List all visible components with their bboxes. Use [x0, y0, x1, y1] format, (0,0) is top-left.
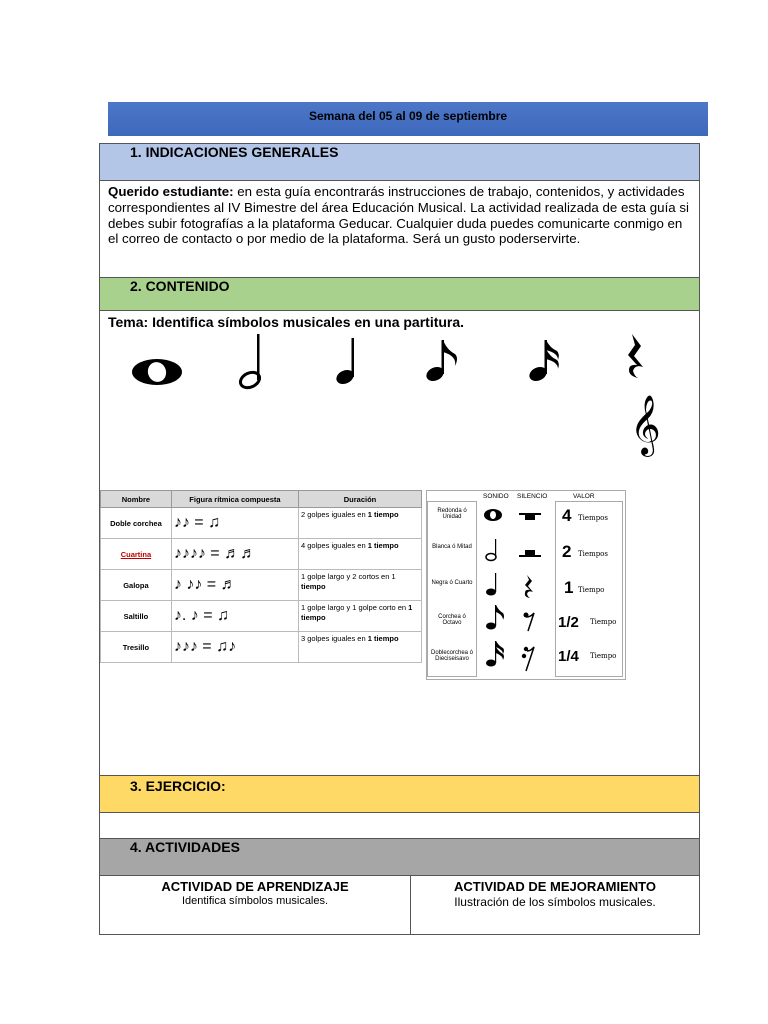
names-column [427, 501, 477, 677]
table-row [101, 508, 422, 539]
learning-activity-text: Identifica símbolos musicales. [181, 895, 329, 907]
half-note-icon [486, 539, 496, 561]
guide-document [99, 143, 700, 935]
section4-title: 4. ACTIVIDADES [130, 839, 240, 855]
rhythm-name: Doble corchea [101, 508, 172, 539]
col-header-name: Nombre [101, 491, 172, 508]
section3-header [100, 775, 699, 813]
quarter-rest-icon [525, 575, 533, 598]
improvement-activity-cell [411, 876, 699, 934]
week-banner: Semana del 05 al 09 de septiembre [108, 102, 708, 136]
value-unit: Tiempos [578, 514, 608, 522]
table-row [101, 539, 422, 570]
half-rest-icon [519, 550, 541, 557]
intro-text: en esta guía encontrarás instrucciones de trabajo, contenidos, y actividades correspondientes al IV Bimestre del área Educación Musical. La actividad realizada de esta guía si debes subir fotografías a la plataforma Geducar. Cualquier duda puedes comunicarte conmigo en el correo de contacto o por medio de la plataforma. Será un gusto poderservirte. [108, 184, 689, 247]
rhythm-name: Cuartina [101, 539, 172, 570]
sound-header: SONIDO [483, 493, 509, 500]
activities-table [100, 876, 699, 934]
value-header: VALOR [573, 493, 595, 500]
learning-activity-title: ACTIVIDAD DE APRENDIZAJE [161, 879, 349, 894]
rhythm-name: Saltillo [101, 601, 172, 632]
eighth-note-icon [486, 605, 504, 630]
table-row [101, 632, 422, 663]
rhythm-figure: ♪♪ = ♫ [171, 508, 298, 539]
quarter-rest-icon [628, 334, 643, 378]
sixteenth-note-icon [527, 340, 559, 384]
value-unit: Tiempos [578, 550, 608, 558]
learning-activity-cell [100, 876, 411, 934]
col-header-figure: Figura rítmica compuesta [171, 491, 298, 508]
rhythm-figure: ♪. ♪ = ♫ [171, 601, 298, 632]
value-number: 4 [562, 506, 572, 525]
rhythm-figure: ♪♪♪ = ♫♪ [171, 632, 298, 663]
rhythm-duration: 1 golpe largo y 2 cortos en 1 tiempo [299, 570, 422, 601]
intro-paragraph [100, 181, 699, 278]
exercise-blank-row [100, 813, 699, 839]
table-row [101, 601, 422, 632]
section1-header [100, 144, 699, 181]
value-row-name: Corchea ó Octavo [438, 614, 466, 626]
col-header-duration: Duración [299, 491, 422, 508]
value-number: 1 [564, 578, 574, 597]
rhythm-name: Galopa [101, 570, 172, 601]
rhythm-duration: 1 golpe largo y 1 golpe corto en 1 tiempo [299, 601, 422, 632]
whole-note-icon [484, 509, 502, 521]
section4-header [100, 839, 699, 876]
table-row [101, 570, 422, 601]
value-row-name: Negra ó Cuarto [431, 580, 473, 586]
rest-header: SILENCIO [517, 493, 548, 500]
sixteenth-rest-icon [522, 647, 534, 671]
rhythm-duration: 4 golpes iguales en 1 tiempo [299, 539, 422, 570]
sixteenth-note-icon [486, 641, 504, 667]
eighth-note-icon [424, 340, 457, 384]
improvement-activity-text: Ilustración de los símbolos musicales. [454, 895, 656, 909]
value-row-name: Doblecorchea ó Dieciseisavo [430, 650, 474, 662]
quarter-note-icon [486, 573, 496, 596]
value-unit: Tiempo [590, 652, 617, 660]
value-number: 1/2 [558, 614, 579, 631]
whole-note-icon [132, 359, 182, 385]
eighth-rest-icon [524, 613, 535, 632]
rhythm-figures-table [100, 490, 422, 663]
treble-clef-icon [630, 395, 661, 457]
rhythm-duration: 3 golpes iguales en 1 tiempo [299, 632, 422, 663]
sound-rest-symbols [479, 501, 553, 677]
section3-title: 3. EJERCICIO: [130, 778, 226, 794]
svg-text:𝄞: 𝄞 [630, 395, 661, 455]
section1-title: 1. INDICACIONES GENERALES [130, 144, 339, 160]
rhythm-figure: ♪♪♪♪ = ♬♬ [171, 539, 298, 570]
improvement-activity-title: ACTIVIDAD DE MEJORAMIENTO [454, 879, 656, 894]
values-column [555, 501, 623, 677]
value-number: 2 [562, 542, 572, 561]
note-figures-illustration [100, 334, 699, 464]
value-unit: Tiempo [578, 586, 605, 594]
rhythm-duration: 2 golpes iguales en 1 tiempo [299, 508, 422, 539]
section2-title: 2. CONTENIDO [130, 278, 230, 294]
topic-title: Tema: Identifica símbolos musicales en una partitura. [108, 314, 465, 330]
value-unit: Tiempo [590, 618, 617, 626]
whole-rest-icon [519, 513, 541, 520]
quarter-note-icon [334, 338, 356, 387]
value-row-name: Redonda ó Unidad [437, 508, 467, 520]
section2-header [100, 278, 699, 311]
value-row-name: Blanca ó Mitad [432, 544, 472, 550]
rhythm-figure: ♪ ♪♪ = ♬ [171, 570, 298, 601]
value-number: 1/4 [558, 648, 579, 665]
rhythm-name: Tresillo [101, 632, 172, 663]
note-values-table [426, 490, 626, 680]
intro-lead: Querido estudiante: [108, 184, 234, 199]
half-note-icon [238, 334, 262, 391]
